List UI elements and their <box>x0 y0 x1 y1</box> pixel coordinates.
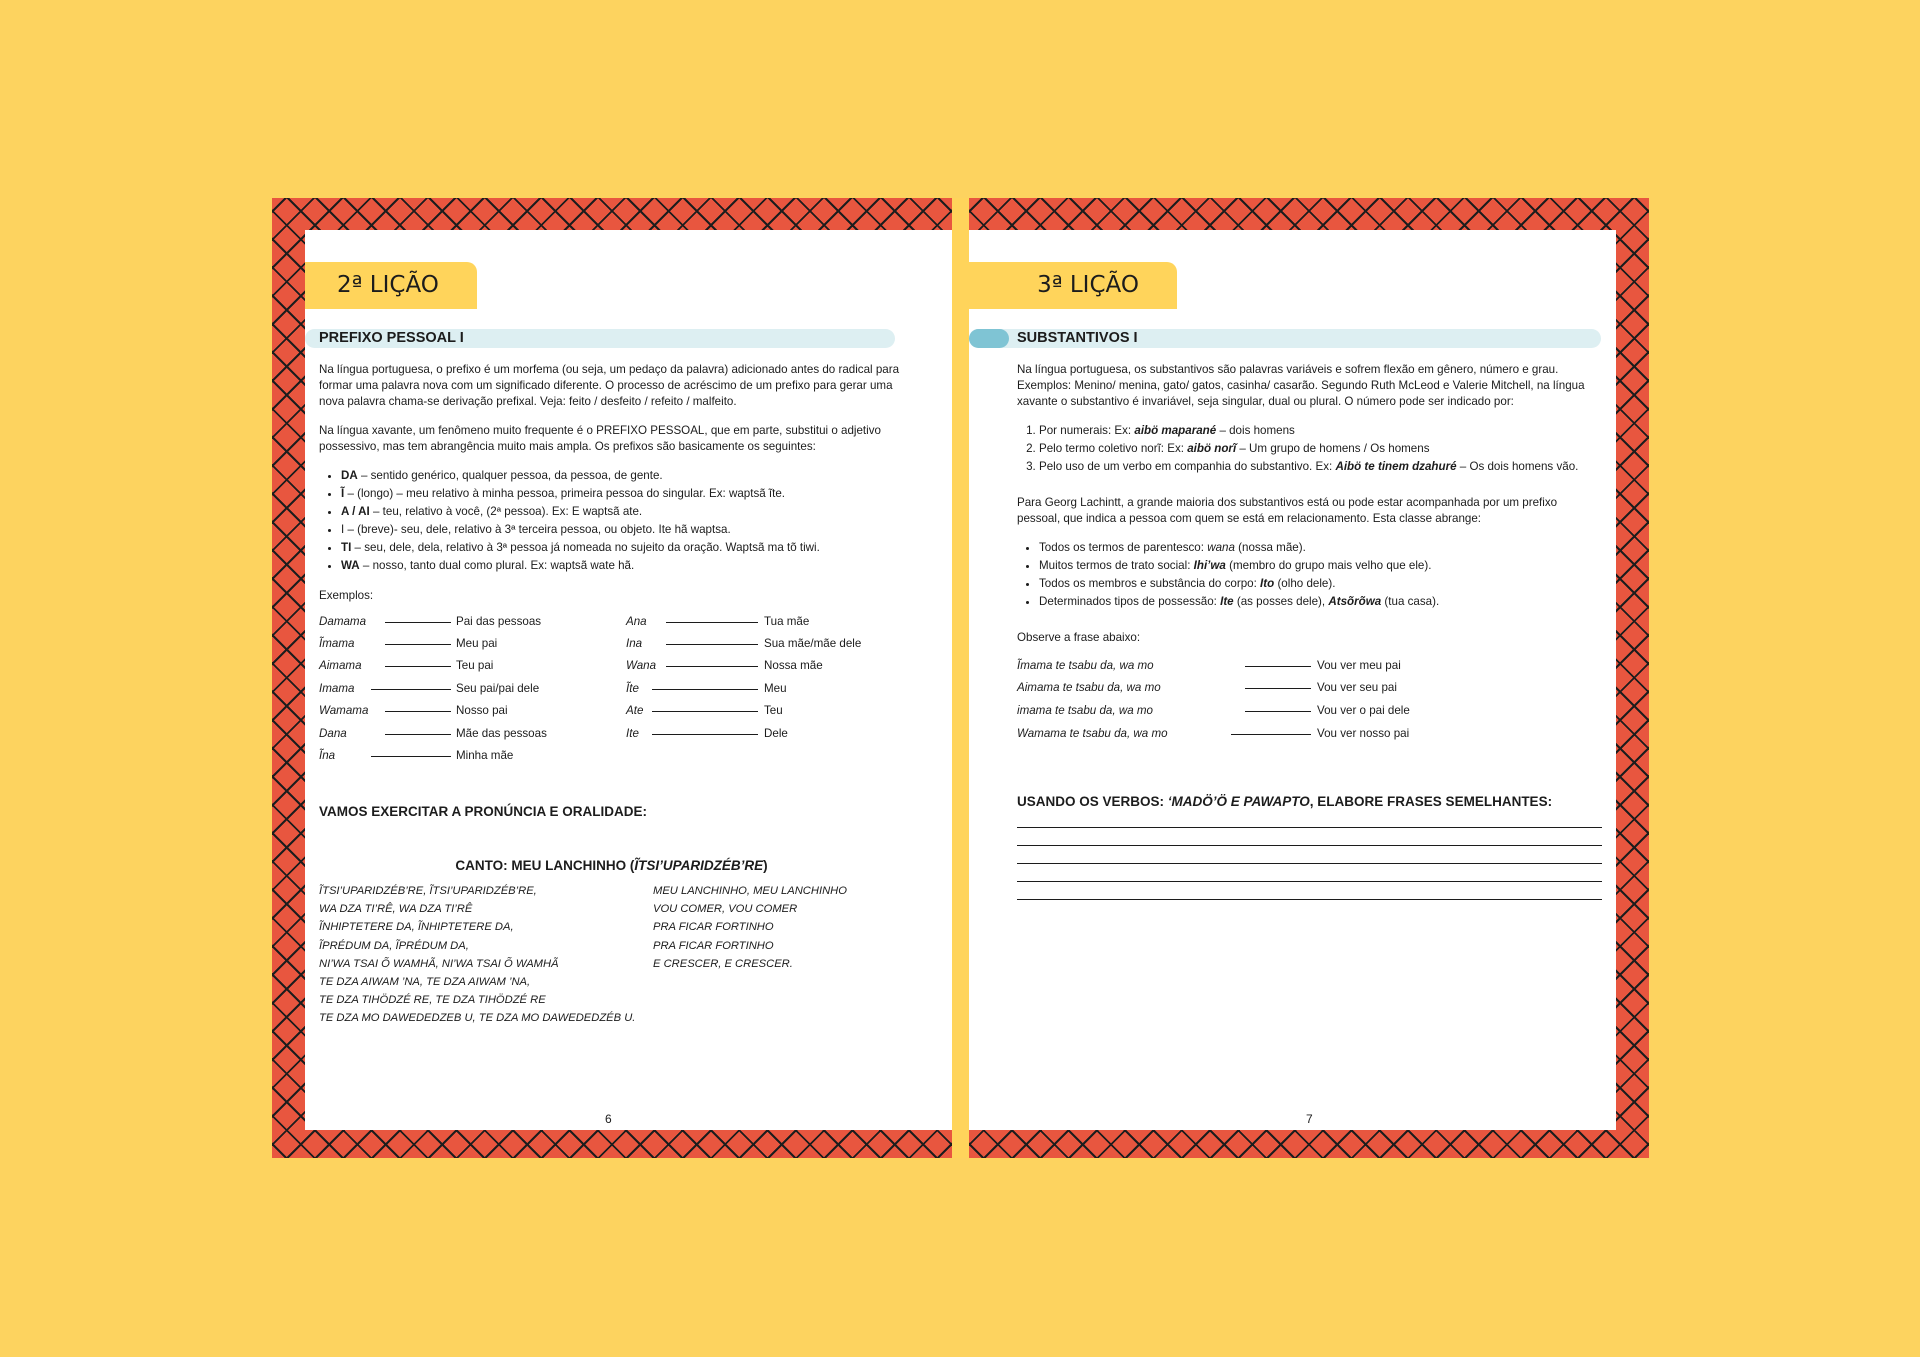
observe-label: Observe a frase abaixo: <box>1017 631 1141 644</box>
section-bar <box>969 329 1601 348</box>
example-row: Damama Pai das pessoas <box>319 615 542 628</box>
lesson-body <box>319 362 904 1025</box>
right-page <box>969 198 1649 1158</box>
song-lyrics <box>319 882 904 1025</box>
exercise-heading: USANDO OS VERBOS: ‘MADÖ’Ö E PAWAPTO, ELABORE FRASES SEMELHANTES: <box>1017 794 1553 809</box>
example-row: Ina Sua mãe/mãe dele <box>626 637 862 650</box>
intro-paragraph: Na língua portuguesa, os substantivos são palavras variáveis e sofrem flexão em gênero, número e grau. Exemplos: Menino/ menina, gato/ gatos, casinha/ casarão. Segundo Ruth McLeod e Valerie Mitchell, na língua xavante o substantivo é invariável, seja singular, dual ou plural. O número pode ser indicado por: <box>1017 363 1585 408</box>
example-row: Ĩte Meu <box>626 682 787 695</box>
left-page <box>272 198 952 1158</box>
list-item: • TI – seu, dele, dela, relativo à 3ª pessoa já nomeada no sujeito da oração. Waptsã ma tõ tiwi. <box>341 540 904 556</box>
list-item: • WA – nosso, tanto dual como plural. Ex: waptsã wate hã. <box>341 558 904 574</box>
book-spine <box>952 198 969 1158</box>
answer-line[interactable] <box>1017 827 1602 828</box>
phrase-row: Wamama te tsabu da, wa mo Vou ver nosso pai <box>1017 727 1410 740</box>
example-row: Ĩmama Meu pai <box>319 637 498 650</box>
left-page-content <box>305 230 952 1130</box>
prefix-list <box>319 468 904 574</box>
examples-label: Exemplos: <box>319 589 374 602</box>
right-page-content <box>969 230 1616 1130</box>
intro-paragraph: Na língua xavante, um fenômeno muito frequente é o PREFIXO PESSOAL, que em parte, substitui o adjetivo possessivo, mas tem abrangência muito mais ampla. Os prefixos são basicamente os seguintes: <box>319 424 881 453</box>
example-row: Wana Nossa mãe <box>626 659 823 672</box>
song-xavante-column: ĨTSI’UPARIDZÉB’RE, ĨTSI’UPARIDZÉB’RE, WA DZA TI’RÊ, WA DZA TI’RÊ ĨNHIPTETERE DA, ĨNHIPTETERE DA, ĨPRÉDUM DA, ĨPRÉDUM DA, NI’WA TSAI Õ WAMHÃ, NI’WA TSAI Õ WAMHÃ TE DZA AIWAM ’NA, TE DZA AIWAM ’NA, TE DZA TIHÖDZÉ RE, TE DZA TIHÖDZÉ RE TE DZA MO DAWEDEDZEB U, TE DZA MO DAWEDEDZÉB U. <box>319 885 636 1025</box>
phrases-table <box>1017 658 1602 746</box>
bullet-list <box>1017 540 1602 610</box>
section-bar <box>305 329 895 348</box>
lesson-tab: 2ª LIÇÃO <box>305 262 477 309</box>
example-row: Wamama Nosso pai <box>319 704 508 717</box>
exercise-heading: VAMOS EXERCITAR A PRONÚNCIA E ORALIDADE: <box>319 804 648 819</box>
phrase-row: Aimama te tsabu da, wa mo Vou ver seu pai <box>1017 681 1397 694</box>
lesson-tab: 3ª LIÇÃO <box>969 262 1177 309</box>
list-item: • Determinados tipos de possessão: Ite (as posses dele), Atsõrõwa (tua casa). <box>1039 594 1602 610</box>
song-title: CANTO: MEU LANCHINHO (ĨTSI’UPARIDZÉB’RE) <box>455 858 768 873</box>
list-item: • Ĩ – (longo) – meu relativo à minha pessoa, primeira pessoa do singular. Ex: waptsã ĩte. <box>341 486 904 502</box>
phrase-row: imama te tsabu da, wa mo Vou ver o pai dele <box>1017 704 1410 717</box>
page-number: 6 <box>605 1112 612 1126</box>
lesson-body <box>1017 362 1602 900</box>
list-item: • I – (breve)- seu, dele, relativo à 3ª terceira pessoa, ou objeto. Ite hã waptsa. <box>341 522 904 538</box>
list-item: • Todos os membros e substância do corpo: Ito (olho dele). <box>1039 576 1602 592</box>
body-paragraph: Para Georg Lachintt, a grande maioria dos substantivos está ou pode estar acompanhada por um prefixo pessoal, que indica a pessoa com quem se está em relacionamento. Esta classe abrange: <box>1017 496 1558 525</box>
example-row: Imama Seu pai/pai dele <box>319 682 540 695</box>
example-row: Aimama Teu pai <box>319 659 494 672</box>
answer-line[interactable] <box>1017 863 1602 864</box>
answer-line[interactable] <box>1017 845 1602 846</box>
section-title: SUBSTANTIVOS I <box>1017 330 1138 346</box>
intro-paragraph: Na língua portuguesa, o prefixo é um morfema (ou seja, um pedaço da palavra) adicionado antes do radical para formar uma palavra nova com um significado diferente. O processo de acréscimo de um prefixo para gerar uma nova palavra chama-se derivação prefixal. Veja: feito / desfeito / refeito / malfeito. <box>319 363 900 408</box>
numbered-list <box>1017 423 1602 475</box>
list-item: 1. Por numerais: Ex: aibö maparané – dois homens <box>1039 423 1602 439</box>
answer-line[interactable] <box>1017 899 1602 900</box>
page-number: 7 <box>1306 1112 1313 1126</box>
list-item: • DA – sentido genérico, qualquer pessoa, da pessoa, de gente. <box>341 468 904 484</box>
example-row: Dana Mãe das pessoas <box>319 727 547 740</box>
section-title: PREFIXO PESSOAL I <box>319 330 464 346</box>
song-portuguese-column: MEU LANCHINHO, MEU LANCHINHO VOU COMER, VOU COMER PRA FICAR FORTINHO PRA FICAR FORTINHO E CRESCER, E CRESCER. <box>653 885 847 970</box>
phrase-row: Ĩmama te tsabu da, wa mo Vou ver meu pai <box>1017 659 1401 672</box>
list-item: • A / AI – teu, relativo à você, (2ª pessoa). Ex: E waptsã ate. <box>341 504 904 520</box>
list-item: 3. Pelo uso de um verbo em companhia do substantivo. Ex: Aibö te tinem dzahuré – Os dois homens vão. <box>1039 459 1602 475</box>
example-row: Ite Dele <box>626 727 788 740</box>
list-item: • Todos os termos de parentesco: wana (nossa mãe). <box>1039 540 1602 556</box>
example-row: Ate Teu <box>626 704 783 717</box>
answer-line[interactable] <box>1017 881 1602 882</box>
example-row: Ĩna Minha mãe <box>319 749 514 762</box>
examples-table <box>319 614 904 766</box>
example-row: Ana Tua mãe <box>626 615 810 628</box>
list-item: 2. Pelo termo coletivo norĩ: Ex: aibö norĩ – Um grupo de homens / Os homens <box>1039 441 1602 457</box>
list-item: • Muitos termos de trato social: Ihi’wa (membro do grupo mais velho que ele). <box>1039 558 1602 574</box>
